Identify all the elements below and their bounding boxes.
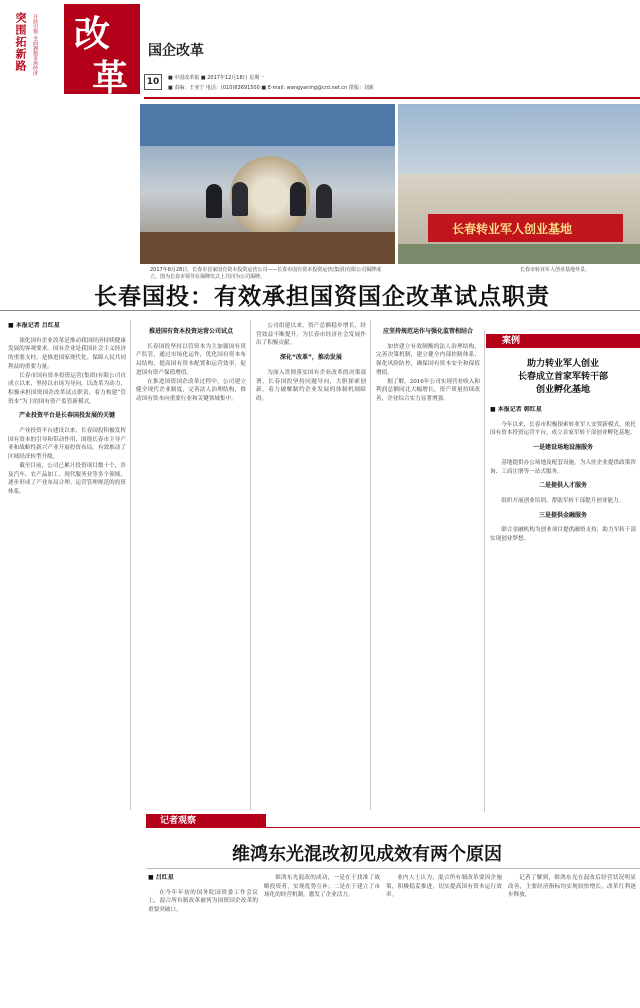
case-subheading: 二是提供人才服务 [538,482,587,490]
headline-rule [0,310,640,311]
masthead-vertical-title: 突围拓新路 [14,12,27,72]
article-paragraph: 产业投资平台建设以来，长春国投积极发挥国有资本的引导和带动作用，围绕长春市主导产业和战略性新兴产业开展投资布局，有效推动了区域经济转型升级。 [8,428,126,461]
observation-column-4 [508,874,636,1004]
observation-paragraph: 业内人士认为，混合所有制改革要因企施策，积极稳妥推进，切实提高国有资本运行效率。 [386,875,502,899]
article-paragraph: 深化国有企业改革是推动我国经济持续健康发展的客观要求。国有企业是我国社会主义经济的重要支柱，是推进国家现代化、保障人民共同利益的重要力量。 [8,337,126,370]
article-subheading: 推进国有资本投资运营公司试点 [148,328,233,335]
article-subheading: 深化“改革”，推动发展 [280,354,342,362]
main-headline: 长春国投：有效承担国资国企改革试点职责 [94,284,550,310]
article-column-1 [8,322,126,812]
masthead [0,0,640,100]
banner-text: 长春转业军人创业基地 [452,222,573,236]
logo-char-2: 革 [92,57,129,99]
photo-caption-2: 长春市转业军人创业基地外景。 [520,267,591,273]
observation-paragraph: 维鸿东光混改的成功，一是在于找准了战略投资者，实现优势互补；二是在于建立了市场化的经营机制，激发了企业活力。 [264,875,380,899]
article-paragraph: 公司组建以来，资产总额稳步增长，经营效益不断提升，为长春市经济社会发展作出了积极贡献。 [256,323,366,347]
building-photo [398,104,640,264]
observation-rule [146,827,640,828]
ceremony-stage-floor [140,232,395,264]
article-paragraph: 加快建立有效制衡的法人治理结构，完善决策机制，建立健全内部控制体系，强化风险防控，确保国有资本安全和保值增值。 [376,343,480,376]
masthead-rule [144,97,640,99]
ceremony-stage [140,104,395,264]
observation-column-2 [264,874,380,1004]
article-paragraph: 为深入贯彻落实国有企业改革的决策部署，长春国投坚持问题导向，大胆探索创新，着力破解制约企业发展的体制机制障碍。 [256,369,366,402]
case-column [490,406,636,810]
article-paragraph: 长春市国有资本投资运营(集团)有限公司自成立以来，坚持以市场为导向，以改革为动力，积极承担国资国企改革试点职责，着力构建“管资本”为主的国有资产监管新模式。 [8,372,126,405]
logo-char-1: 改 [74,13,111,55]
masthead-contact-line: ■ 责编：王亚宁 电话：(010)63691500 ■ E-mail: wangyaning@crd.net.cn 排版：刘新 [168,85,374,91]
observation-paragraph: 记者了解到，维鸿东光在混改后经营状况明显改善，主要经济指标均实现较快增长，改革红利逐步释放。 [508,875,636,899]
case-subheading: 三是提供金融服务 [538,511,587,519]
observation-column-3 [386,874,502,1004]
article-paragraph: 截至目前，公司已累计投资项目数十个，涉及汽车、农产品加工、现代服务业等多个领域，逐步形成了产业布局合理、运营管理规范的投资体系。 [8,462,126,495]
photo-caption-1: 2017年8月28日，长春市首家国有资本投资运营公司——长春市国有资本投资运营(集团)有限公司揭牌成立。图为长春市领导在揭牌仪式上共同为公司揭牌。 [150,267,382,280]
building-ground [398,244,640,264]
column-divider [250,320,251,810]
article-paragraph: 长春国投坚持以管资本为主加强国有资产监管，通过市场化运作，优化国有资本布局结构，提高国有资本配置和运营效率，促进国有资产保值增值。 [136,343,246,376]
column-divider [370,320,371,810]
ceremony-backdrop [140,104,395,146]
case-paragraph: 联合金融机构为创业项目提供融资支持，助力军转干部实现创业梦想。 [490,527,636,543]
observation-headline-rule [146,868,640,869]
masthead-logo-box [64,4,140,99]
article-column-2 [136,322,246,812]
article-column-4 [376,322,480,812]
case-title: 助力转业军人创业 长春成立首家军转干部 创业孵化基地 [517,359,608,395]
observation-section-header [0,814,640,828]
masthead-info-line: ■ 中国改革报 ■ 2017年12月18日 星期一 [168,75,265,81]
section-title: 国企改革 [148,43,204,59]
sidebar-divider [484,330,485,812]
article-subheading: 应坚持规范运作与强化监管相结合 [382,328,473,335]
building-banner [428,214,623,242]
case-section-label: 案例 [486,334,640,348]
observation-paragraph: 在今年年初的国务院国资委工作会议上，混合所有制改革被列为国资国企改革的重要突破口。 [148,889,258,914]
case-paragraph: 基地提供办公场地及配套设施，为入驻企业提供政策咨询、工商注册等一站式服务。 [490,459,636,475]
page-number: 10 [144,74,162,90]
person-figure [290,182,306,216]
case-byline: ■ 本报记者 韩红星 [490,406,542,413]
person-figure [232,182,248,216]
case-paragraph: 今年以来，长春市积极探索转业军人安置新模式，依托国有资本投资运营平台，成立首家军转干部创业孵化基地。 [490,421,636,437]
masthead-vertical-subtitle: 开放引领 全面拥抱市场经济 [32,14,38,76]
article-subheading: 产业投资平台是长春国投发展的关键 [18,412,115,420]
ceremony-photo [140,104,395,264]
column-divider [130,320,131,810]
masthead-left [6,4,66,96]
case-subheading: 一是建设场地设施服务 [532,444,593,452]
observation-label: 记者观察 [146,814,266,828]
article-paragraph: 据了解，2016年公司实现营业收入和利润总额同比大幅增长，资产质量持续改善，企业综合实力显著增强。 [376,378,480,402]
article-column-3 [256,322,366,812]
person-figure [316,184,332,218]
article-paragraph: 在推进国资国企改革过程中，公司建立健全现代企业制度，完善法人治理结构，推动国有资本向重要行业和关键领域集中。 [136,378,246,402]
article-byline: ■ 本报记者 吕红星 [8,322,60,329]
observation-headline: 维鸿东光混改初见成效有两个原因 [232,844,502,865]
observation-byline: ■ 吕红星 [148,874,174,881]
person-figure [206,184,222,218]
observation-column-1 [148,874,258,1004]
case-paragraph: 组织开展创业培训，帮助军转干部提升创业能力。 [501,497,625,504]
